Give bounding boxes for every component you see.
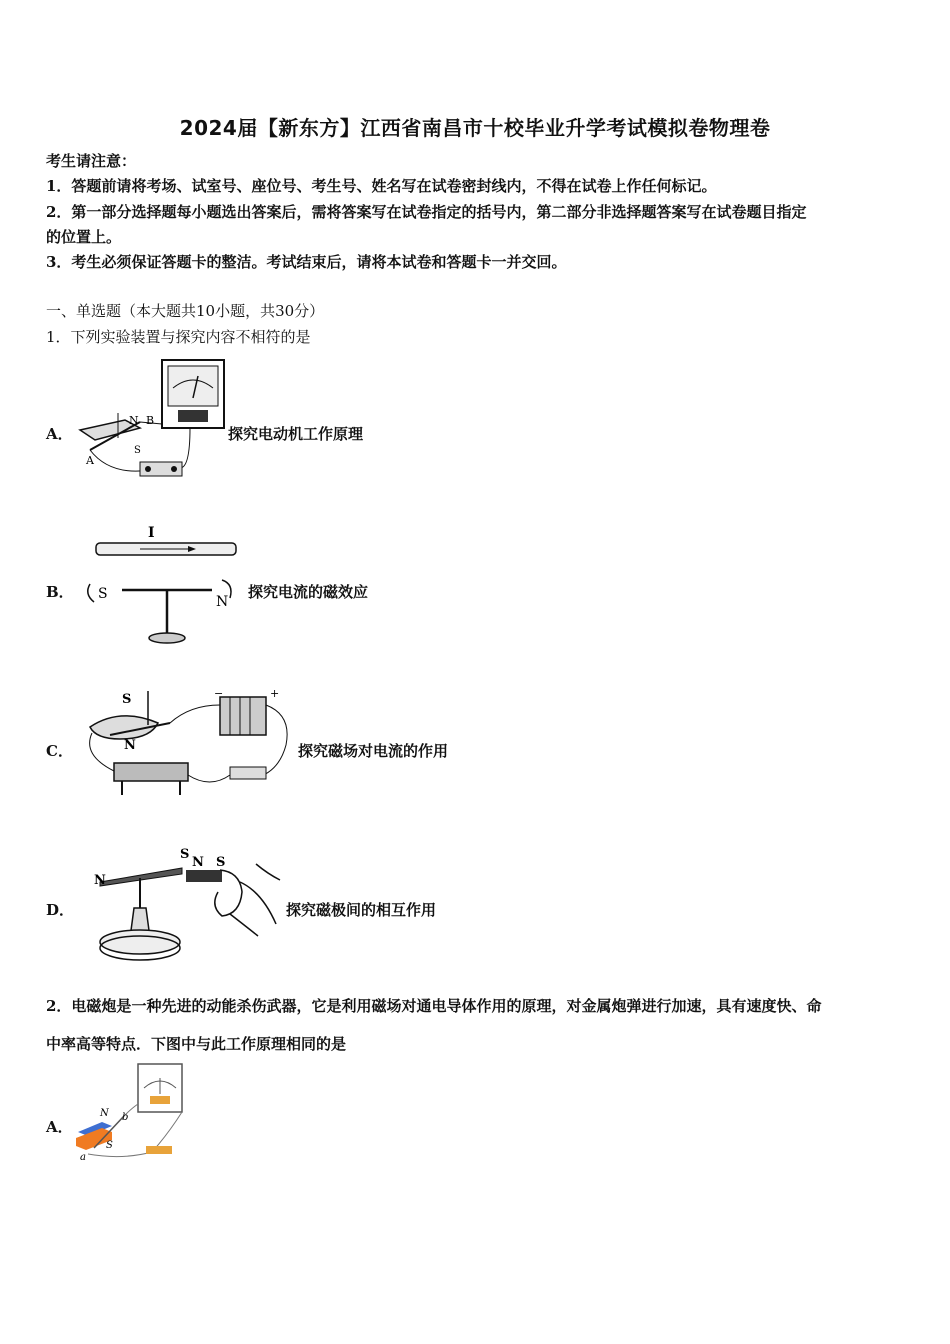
option-b-label: B． xyxy=(46,583,74,601)
option-a-text: 探究电动机工作原理 xyxy=(228,425,364,443)
notice-item: 3．考生必须保证答题卡的整洁。考试结束后，请将本试卷和答题卡一并交回。 xyxy=(46,253,567,271)
label-s-magnet: S xyxy=(216,855,226,870)
label-south: S xyxy=(98,586,108,602)
question-2-stem-line-1: 2．电磁炮是一种先进的动能杀伤武器，它是利用磁场对通电导体作用的原理，对金属炮弹进行加速，具有速度快、命 xyxy=(46,997,822,1015)
current-magnetic-effect-figure xyxy=(80,518,245,650)
label-n: N xyxy=(100,1108,109,1119)
section-heading: 一、单选题（本大题共10小题，共30分） xyxy=(46,302,325,320)
magnetic-poles-interaction-figure xyxy=(90,842,290,960)
notice-item: 2．第一部分选择题每小题选出答案后，需将答案写在试卷指定的括号内，第二部分非选择题答案写在试卷题目指定 xyxy=(46,203,807,221)
question-2-stem-line-2: 中率高等特点．下图中与此工作原理相同的是 xyxy=(46,1035,347,1053)
label-b: b xyxy=(122,1112,129,1123)
q2-option-a-figure xyxy=(72,1064,192,1164)
notice-heading: 考生请注意： xyxy=(46,152,137,170)
label-a: a xyxy=(80,1152,86,1163)
q2-option-a-label: A． xyxy=(46,1118,73,1136)
magnetic-force-on-current-figure xyxy=(80,685,295,800)
option-a-label: A． xyxy=(46,425,73,443)
page-title: 2024届【新东方】江西省南昌市十校毕业升学考试模拟卷物理卷 xyxy=(179,116,771,140)
label-minus: − xyxy=(214,687,224,700)
label-n-magnet: N xyxy=(192,855,204,870)
label-s: S xyxy=(122,692,132,707)
label-n: N xyxy=(129,414,139,427)
option-d-label: D． xyxy=(46,901,75,919)
motor-principle-figure xyxy=(70,358,230,488)
notice-item: 的位置上。 xyxy=(46,228,122,246)
label-s-needle: S xyxy=(180,847,190,862)
label-b: B xyxy=(146,414,155,427)
option-d-text: 探究磁极间的相互作用 xyxy=(286,901,437,919)
option-c-text: 探究磁场对电流的作用 xyxy=(298,742,449,760)
label-s: S xyxy=(134,445,141,456)
label-north: N xyxy=(216,594,229,610)
notice-item: 1．答题前请将考场、试室号、座位号、考生号、姓名写在试卷密封线内，不得在试卷上作任何标记。 xyxy=(46,177,717,195)
label-a: A xyxy=(86,454,94,467)
question-1-stem: 1．下列实验装置与探究内容不相符的是 xyxy=(46,328,311,346)
label-n: N xyxy=(124,738,136,753)
label-plus: + xyxy=(270,687,280,700)
option-c-label: C． xyxy=(46,742,73,760)
label-s: S xyxy=(106,1140,113,1151)
label-current: I xyxy=(148,525,155,541)
option-b-text: 探究电流的磁效应 xyxy=(248,583,369,601)
label-n-needle: N xyxy=(94,873,106,888)
